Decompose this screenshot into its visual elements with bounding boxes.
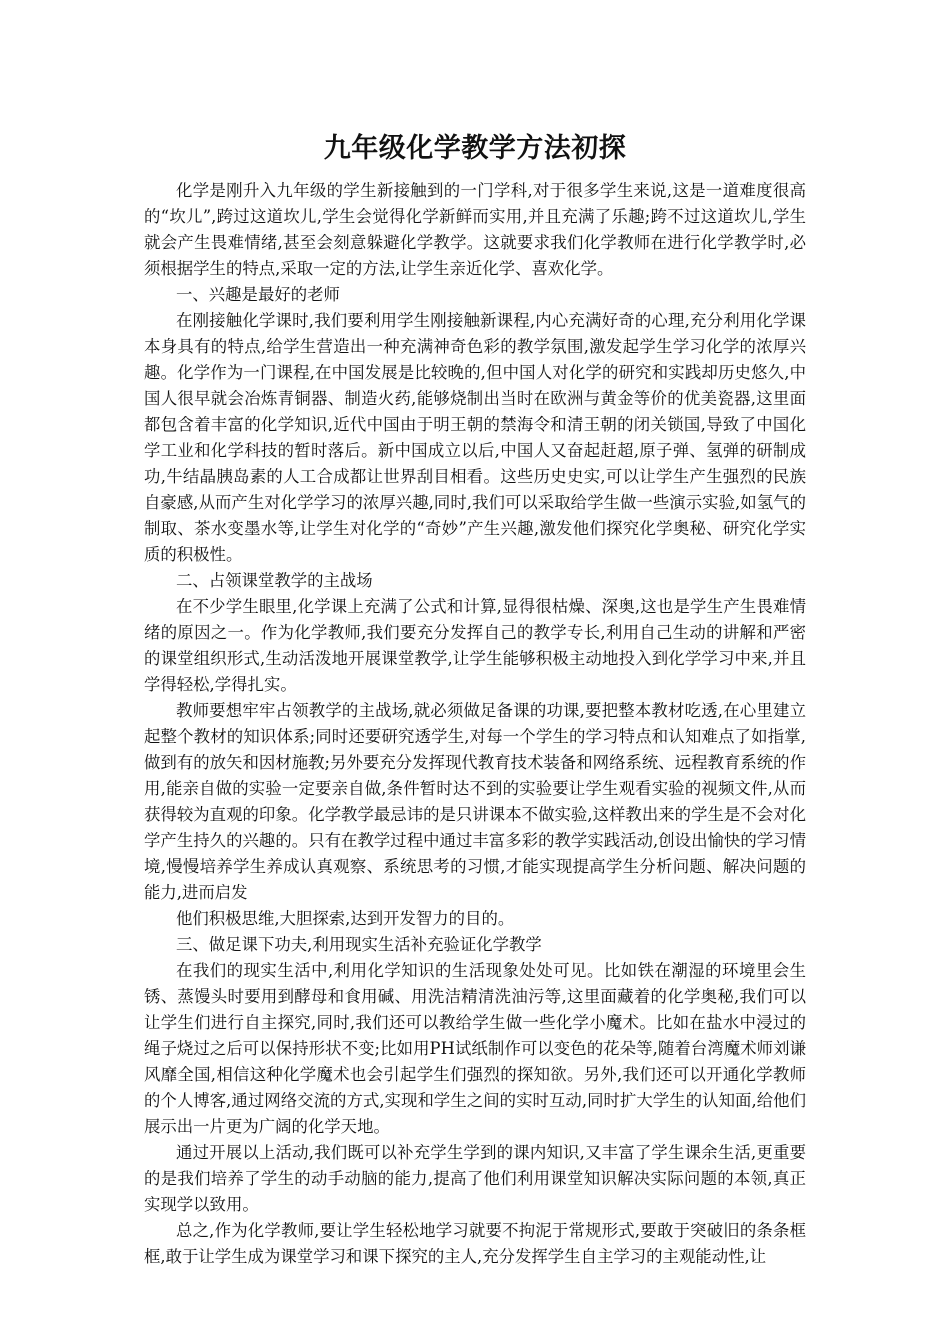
section-heading-3: 三、做足课下功夫,利用现实生活补充验证化学教学 bbox=[176, 935, 542, 954]
section-3-paragraph-1: 在我们的现实生活中,利用化学知识的生活现象处处可见。比如铁在潮湿的环境里会生锈、蒸馒头时要用到酵母和食用碱、用洗洁精清洗油污等,这里面藏着的化学奥秘,我们可以让学生们进行自主探究,同时,我们还可以教给学生做一些化学小魔术。比如在盐水中浸过的绳子烧过之后可以保持形状不变;比如用PH试纸制作可以变色的花朵等,随着台湾魔术师刘谦风靡全国,相信这种化学魔术也会引起学生们强烈的探知欲。另外,我们还可以开通化学教师的个人博客,通过网络交流的方式,实现和学生之间的实时互动,同时扩大学生的认知面,给他们展示出一片更为广阔的化学天地。 bbox=[144, 961, 806, 1136]
section-2-paragraph-1: 在不少学生眼里,化学课上充满了公式和计算,显得很枯燥、深奥,这也是学生产生畏难情绪的原因之一。作为化学教师,我们要充分发挥自己的教学专长,利用自己生动的讲解和严密的课堂组织形式,生动活泼地开展课堂教学,让学生能够积极主动地投入到化学学习中来,并且学得轻松,学得扎实。 bbox=[144, 597, 806, 694]
document-title: 九年级化学教学方法初探 bbox=[323, 133, 627, 164]
section-heading-2: 二、占领课堂教学的主战场 bbox=[176, 571, 373, 590]
section-1-paragraph: 在刚接触化学课时,我们要利用学生刚接触新课程,内心充满好奇的心理,充分利用化学课本身具有的特点,给学生营造出一种充满神奇色彩的教学氛围,激发起学生学习化学的浓厚兴趣。化学作为一门课程,在中国发展是比较晚的,但中国人对化学的研究和实践却历史悠久,中国人很早就会冶炼青铜器、制造火药,能够烧制出当时在欧洲与黄金等价的优美瓷器,这里面都包含着丰富的化学知识,近代中国由于明王朝的禁海令和清王朝的闭关锁国,导致了中国化学工业和化学科技的暂时落后。新中国成立以后,中国人又奋起赶超,原子弹、氢弹的研制成功,牛结晶胰岛素的人工合成都让世界刮目相看。这些历史史实,可以让学生产生强烈的民族自豪感,从而产生对化学学习的浓厚兴趣,同时,我们可以采取给学生做一些演示实验,如氢气的制取、茶水变墨水等,让学生对化学的“奇妙”产生兴趣,激发他们探究化学奥秘、研究化学实质的积极性。 bbox=[144, 311, 806, 564]
section-2-paragraph-3: 他们积极思维,大胆探索,达到开发智力的目的。 bbox=[176, 909, 515, 928]
document-body bbox=[144, 128, 806, 1270]
section-heading-1: 一、兴趣是最好的老师 bbox=[176, 285, 340, 304]
section-2-paragraph-2: 教师要想牢牢占领教学的主战场,就必须做足备课的功课,要把整本教材吃透,在心里建立起整个教材的知识体系;同时还要研究透学生,对每一个学生的学习特点和认知难点了如指掌,做到有的放矢和因材施教;另外要充分发挥现代教育技术装备和网络系统、远程教育系统的作用,能亲自做的实验一定要亲自做,条件暂时达不到的实验要让学生观看实验的视频文件,从而获得较为直观的印象。化学教学最忌讳的是只讲课本不做实验,这样教出来的学生是不会对化学产生持久的兴趣的。只有在教学过程中通过丰富多彩的教学实践活动,创设出愉快的学习情境,慢慢培养学生养成认真观察、系统思考的习惯,才能实现提高学生分析问题、解决问题的能力,进而启发 bbox=[144, 701, 806, 902]
conclusion-paragraph: 总之,作为化学教师,要让学生轻松地学习就要不拘泥于常规形式,要敢于突破旧的条条框框,敢于让学生成为课堂学习和课下探究的主人,充分发挥学生自主学习的主观能动性,让 bbox=[144, 1221, 806, 1266]
intro-paragraph: 化学是刚升入九年级的学生新接触到的一门学科,对于很多学生来说,这是一道难度很高的“坎儿”,跨过这道坎儿,学生会觉得化学新鲜而实用,并且充满了乐趣;跨不过这道坎儿,学生就会产生畏难情绪,甚至会刻意躲避化学教学。这就要求我们化学教师在进行化学教学时,必须根据学生的特点,采取一定的方法,让学生亲近化学、喜欢化学。 bbox=[144, 181, 806, 278]
section-3-paragraph-2: 通过开展以上活动,我们既可以补充学生学到的课内知识,又丰富了学生课余生活,更重要的是我们培养了学生的动手动脑的能力,提高了他们利用课堂知识解决实际问题的本领,真正实现学以致用。 bbox=[144, 1143, 806, 1214]
